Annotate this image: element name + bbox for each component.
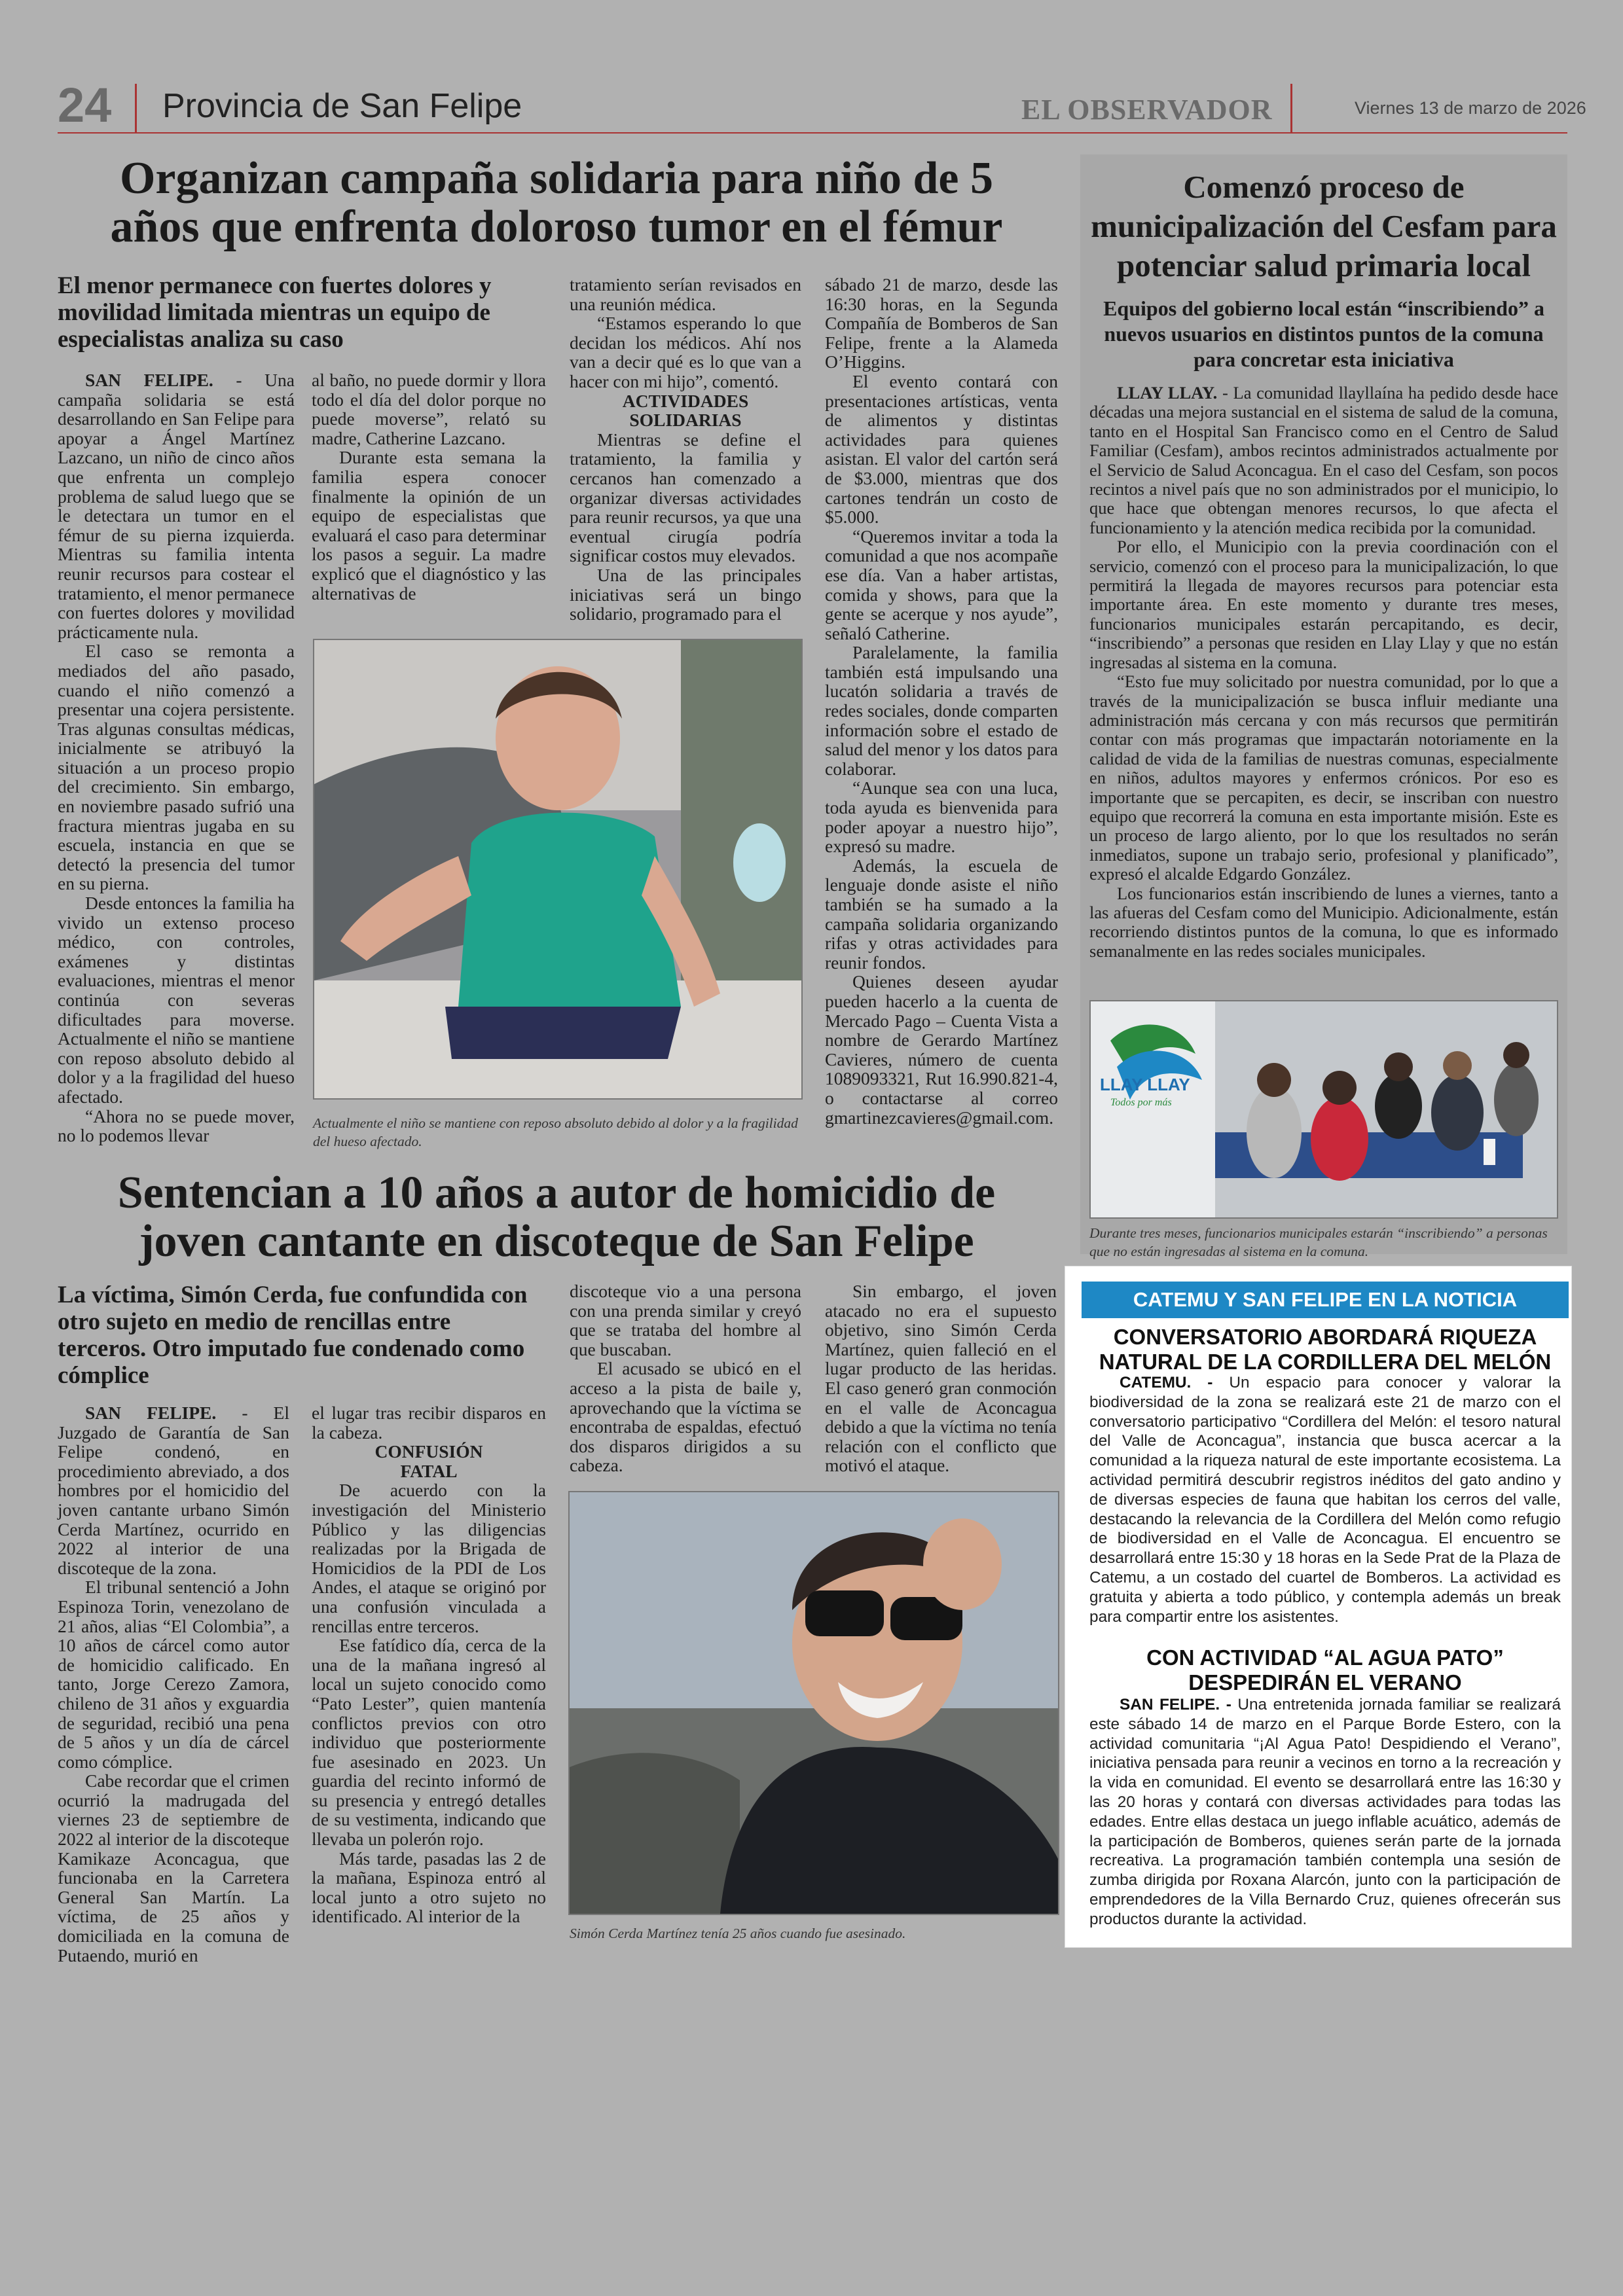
boy-photo — [313, 639, 803, 1100]
section-title: Provincia de San Felipe — [162, 87, 522, 125]
paragraph: Por ello, el Municipio con la previa coordinación con el servicio, comenzó con el proceso para la municipalización, lo que permitirá la llegada de mayores recursos para potenciar esta importante área. En este momento y durante tres meses, funcionarios municipales estarán percapitando, es decir, “inscribiendo” a personas que residen en Llay Llay y que no están ingresadas al sistema en la comuna. — [1089, 537, 1558, 672]
news-item1-headline: CONVERSATORIO ABORDARÁ RIQUEZA NATURAL DE LA CORDILLERA DEL MELÓN — [1099, 1325, 1552, 1374]
article3-caption: Durante tres meses, funcionarios municipales estarán “inscribiendo” a personas que no están ingresadas al sistema en la comuna. — [1089, 1225, 1548, 1259]
paragraph: “Ahora no se puede mover, no lo podemos llevar — [58, 1105, 295, 1146]
article3-body — [1089, 384, 1558, 961]
paragraph: El evento contará con presentaciones artísticas, venta de alimentos y distintas actividades para quienes asistan. El valor del cartón será de $3.000, mientras que dos cartones tendrán un costo de $5.000. — [825, 370, 1058, 528]
news-box-title: CATEMU Y SAN FELIPE EN LA NOTICIA — [1082, 1282, 1569, 1318]
news-item2-body — [1089, 1695, 1561, 1929]
article1-headline: Organizan campaña solidaria para niño de 5 años que enfrenta doloroso tumor en el fémur — [110, 153, 1003, 252]
paragraph: El acusado se ubicó en el acceso a la pista de baile y, aprovechando que la víctima se encontraba de espaldas, efectuó dos disparos dirigidos a su cabeza. — [570, 1358, 801, 1476]
paragraph: sábado 21 de marzo, desde las 16:30 horas, en la Segunda Compañía de Bomberos de San Felipe, frente a la Alameda O’Higgins. — [825, 274, 1058, 372]
victim-photo — [568, 1491, 1059, 1915]
paragraph: SAN FELIPE. - Una campaña solidaria se está desarrollando en San Felipe para apoyar a Ángel Martínez Lazcano, un niño de cinco años que enfrenta un complejo problema de salud luego que se le detectara un tumor en el fémur de su pierna izquierda. Mientras su familia intenta reunir recursos para costear el tratamiento, el menor permanece con fuertes dolores y movilidad prácticamente nula. — [58, 370, 295, 642]
paragraph: tratamiento serían revisados en una reunión médica. — [570, 274, 801, 314]
news-item1-body — [1089, 1373, 1561, 1626]
article2-deck: La víctima, Simón Cerda, fue confundida con otro sujeto en medio de rencillas entre terceros. Otro imputado fue condenado como cómplice — [58, 1282, 528, 1389]
paragraph: El caso se remonta a mediados del año pasado, cuando el niño comenzó a presentar una cojera persistente. Tras algunas consultas médicas, inicialmente se atribuyó la situación a un proceso propio del crecimiento. Sin embargo, en noviembre pasado sufrió una fractura mientras jugaba en su escuela, instancia en que se detectó la presencia del tumor en su pierna. — [58, 641, 295, 894]
paragraph: Los funcionarios están inscribiendo de lunes a viernes, tanto a las afueras del Cesfam como del Municipio. Adicionalmente, están recorriendo distintos puntos de la comuna, lo que es informado semanalmente en las redes sociales municipales. — [1089, 883, 1558, 961]
page-number: 24 — [58, 78, 112, 132]
paragraph: SAN FELIPE. - Una entretenida jornada familiar se realizará este sábado 14 de marzo en el Parque Borde Estero, con la actividad comunitaria “¡Al Agua Pato! Despidiendo el Verano”, iniciativa pensada para reunir a vecinos en torno a la recreación y la vida en comunidad. El evento se desarrollará entre las 16:30 y las 20 horas y contará con diversas actividades para todas las edades. Entre ellas destaca un juego inflable acuático, además de la participación de Bomberos, quienes serán parte de la jornada recreativa. La programación también contempla una sesión de zumba dirigida por Roxana Alarcón, junto con la participación de emprendedores de la Villa Bernardo Cruz, quienes ofrecerán sus productos durante la actividad. — [1089, 1696, 1561, 1928]
article2-headline: Sentencian a 10 años a autor de homicidio de joven cantante en discoteque de San Felipe — [117, 1168, 996, 1266]
article2-caption: Simón Cerda Martínez tenía 25 años cuando fue asesinado. — [570, 1926, 906, 1941]
paragraph: Durante esta semana la familia espera conocer finalmente la opinión de un equipo de especialistas que evaluará el caso para determinar los pasos a seguir. La madre explicó que el diagnóstico y las alternativas de — [312, 447, 546, 603]
paragraph: “Queremos invitar a toda la comunidad a que nos acompañe ese día. Van a haber artistas, comida y shows, para que la gente se acerque y nos ayude”, señaló Catherine. — [825, 526, 1058, 643]
paragraph: Además, la escuela de lenguaje donde asiste el niño también se ha sumado a la campaña solidaria organizando rifas y otras actividades para reunir fondos. — [825, 855, 1058, 973]
article2-column-3 — [570, 1282, 801, 1475]
paragraph: Paralelamente, la familia también está impulsando una lucatón solidaria a través de redes sociales, donde comparten información sobre el estado de salud del menor y los datos para colaborar. — [825, 642, 1058, 779]
article1-caption: Actualmente el niño se mantiene con reposo absoluto debido al dolor y a la fragilidad del hueso afectado. — [313, 1115, 798, 1149]
article3-headline: Comenzó proceso de municipalización del Cesfam para potenciar salud primaria local — [1091, 169, 1557, 283]
header-rule — [58, 132, 1567, 134]
paragraph: Cabe recordar que el crimen ocurrió la madrugada del viernes 23 de septiembre de 2022 al interior de la discoteque Kamikaze Aconcagua, que funcionaba en la Carretera General San Martín. La víctima, de 25 años y domiciliada en la comuna de Putaendo, murió en — [58, 1770, 289, 1965]
news-item2-headline: CON ACTIVIDAD “AL AGUA PATO” DESPEDIRÁN EL VERANO — [1146, 1645, 1504, 1695]
subhead-confusion: CONFUSIÓN FATAL — [374, 1441, 483, 1481]
paragraph: Sin embargo, el joven atacado no era el supuesto objetivo, sino Simón Cerda Martínez, quien falleció en el lugar producto de las heridas. El caso generó gran conmoción en el valle de Aconcagua debido a que la víctima no tenía relación con el conflicto que motivó el ataque. — [825, 1281, 1057, 1476]
article1-column-3 — [570, 275, 801, 624]
paragraph: De acuerdo con la investigación del Ministerio Público y las diligencias realizadas por la Brigada de Homicidios de la PDI de Los Andes, el ataque se originó por una confusión vinculada a rencillas entre terceros. — [312, 1480, 546, 1636]
paragraph: “Esto fue muy solicitado por nuestra comunidad, por lo que a través de la municipalización se busca influir mediante una administración más cercana y con más recursos que permitirán contar con más programas que impactarán notoriamente en la calidad de vida de la familias de nuestras comunas, especialmente en niños, adultos mayores y enfermos crónicos. Por eso es importante que se percapiten, es decir, se inscriban con nuestro equipo que recorrerá la comuna en esta importante misión. Este es un proceso de largo aliento, por lo que los resultados no serán inmediatos, supone un trabajo serio, profesional y planificado”, expresó el alcalde Edgardo González. — [1089, 672, 1558, 884]
article2-column-4 — [825, 1282, 1057, 1475]
paragraph: al baño, no puede dormir y llora todo el día del dolor porque no puede moverse”, relató su madre, Catherine Lazcano. — [312, 370, 546, 448]
article2-column-1 — [58, 1403, 289, 1965]
article3-deck: Equipos del gobierno local están “inscribiendo” a nuevos usuarios en distintos puntos de la comuna para concretar esta iniciativa — [1103, 296, 1544, 371]
paragraph: CATEMU. - Un espacio para conocer y valorar la biodiversidad de la zona se realizará este 21 de marzo con el conversatorio participativo “Cordillera del Melón: el tesoro natural del Valle de Aconcagua”, instancia que busca acercar a la comunidad a la riqueza natural de este importante ecosistema. La actividad permitirá descubrir registros inéditos del gato andino y de diversas especies de fauna que habitan los cerros del valle, destacando la relevancia de la Cordillera del Melón como refugio de biodiversidad en el Valle de Aconcagua. El encuentro se desarrollará entre 15:30 y 18 horas en la Sede Prat de la Plaza de Catemu, a un costado del cuartel de Bomberos. La actividad es gratuita y abierta a todo público, y contempla además un break para compartir entre los asistentes. — [1089, 1374, 1561, 1626]
municipal-team-photo — [1089, 1000, 1558, 1219]
subhead-actividades: ACTIVIDADES SOLIDARIAS — [622, 390, 749, 431]
llay-llay-logo: LLAY LLAY — [1100, 1075, 1190, 1094]
paragraph: Quienes deseen ayudar pueden hacerlo a la cuenta de Mercado Pago – Cuenta Vista a nombre de Gerardo Martínez Cavieres, número de cuenta 1089093321, Rut 16.990.821-4, o contactarse al correo gmartinezcavieres@gmail.com. — [825, 971, 1058, 1128]
paragraph: LLAY LLAY. - La comunidad llayllaína ha pedido desde hace décadas una mejora sustancial en el sistema de salud de la comuna, tanto en el Hospital San Francisco como en el Centro de Salud Familiar (Cesfam), ambos recintos administrados actualmente por el Servicio de Salud Aconcagua. En el caso del Cesfam, son pocos recintos a nivel país que no son administrados por el municipio, lo que hace que obtengan menores recursos, lo que afecta el funcionamiento y la atención medica recibida por la comunidad. — [1089, 383, 1558, 537]
article1-column-2 — [312, 370, 546, 603]
paragraph: “Aunque sea con una luca, toda ayuda es bienvenida para poder apoyar a nuestro hijo”, expresó su madre. — [825, 778, 1058, 857]
article2-column-2 — [312, 1403, 546, 1926]
paragraph: Una de las principales iniciativas será un bingo solidario, programado para el — [570, 564, 801, 624]
paragraph: discoteque vio a una persona con una prenda similar y creyó que se trataba del hombre al que buscaban. — [570, 1281, 801, 1359]
paragraph: Desde entonces la familia ha vivido un extenso proceso médico, con controles, exámenes y distintas evaluaciones, mientras el menor continúa con severas dificultades para moverse. Actualmente el niño se mantiene con reposo absoluto debido al dolor y a la fragilidad del hueso afectado. — [58, 893, 295, 1107]
header-divider — [1290, 84, 1292, 134]
paragraph: Mientras se define el tratamiento, la familia y cercanos han comenzado a organizar diversas actividades para reunir recursos, ya que una eventual cirugía podría significar costos muy elevados. — [570, 429, 801, 566]
header-divider — [135, 84, 137, 134]
article1-deck: El menor permanece con fuertes dolores y movilidad limitada mientras un equipo de especialistas analiza su caso — [58, 272, 492, 353]
article1-column-4 — [825, 275, 1058, 1127]
newspaper-brand: EL OBSERVADOR — [1021, 94, 1273, 126]
paragraph: “Estamos esperando lo que decidan los médicos. Ahí nos van a decir qué es lo que van a hacer con mi hijo”, comentó. — [570, 313, 801, 391]
issue-date: Viernes 13 de marzo de 2026 — [1355, 98, 1586, 118]
paragraph: El tribunal sentenció a John Espinoza Torin, venezolano de 21 años, alias “El Colombia”, a 10 años de cárcel como autor de homicidio calificado. En tanto, Jorge Cerezo Zamora, chileno de 31 años y exguardia de seguridad, recibió una pena de 5 años y un día de cárcel como cómplice. — [58, 1577, 289, 1772]
paragraph: Más tarde, pasadas las 2 de la mañana, Espinoza entró al local junto a otro sujeto no identificado. Al interior de la — [312, 1848, 546, 1927]
llay-llay-tagline: Todos por más — [1110, 1097, 1172, 1108]
article1-column-1 — [58, 370, 295, 1145]
paragraph: Ese fatídico día, cerca de la una de la mañana ingresó al local un sujeto conocido como “Pato Lester”, quien mantenía conflictos previos con otro individuo que posteriormente fue asesinado en 2023. Un guardia del recinto informó de su presencia y entregó detalles de su vestimenta, indicando que llevaba un polerón rojo. — [312, 1635, 546, 1850]
municipal-team-illustration — [1091, 1001, 1557, 1217]
paragraph: el lugar tras recibir disparos en la cabeza. — [312, 1403, 546, 1443]
victim-photo-illustration — [570, 1492, 1058, 1914]
paragraph: SAN FELIPE. - El Juzgado de Garantía de San Felipe condenó, en procedimiento abreviado, a dos hombres por el homicidio del joven cantante urbano Simón Cerda Martínez, ocurrido en 2022 al interior de una discoteque de la zona. — [58, 1403, 289, 1578]
boy-photo-illustration — [314, 640, 801, 1098]
